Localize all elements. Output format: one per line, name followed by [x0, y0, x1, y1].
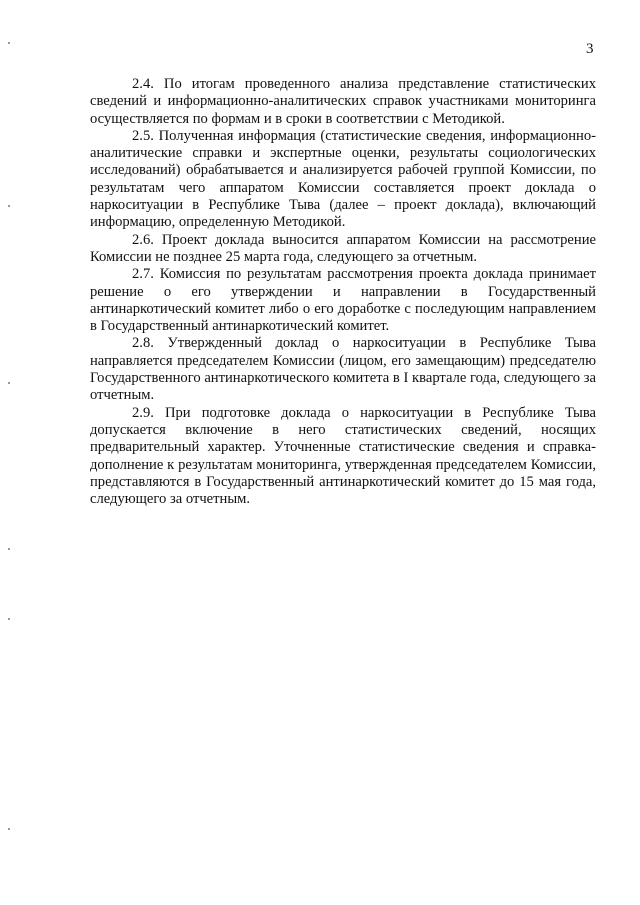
scan-speck	[8, 548, 10, 550]
paragraph-2-8: 2.8. Утвержденный доклад о наркоситуации в Республике Тыва направляется председателем Комиссии (лицом, его замещающим) председателю Государственного антинаркотического комитета в I квартале года, следующего за отчетным.	[90, 335, 596, 404]
paragraph-2-9: 2.9. При подготовке доклада о наркоситуации в Республике Тыва допускается включение в него статистических сведений, носящих предварительный характер. Уточненные статистические сведения и справка-дополнение к результатам мониторинга, утвержденная председателем Комиссии, представляются в Государственный антинаркотический комитет до 15 мая года, следующего за отчетным.	[90, 404, 596, 508]
paragraph-2-5: 2.5. Полученная информация (статистические сведения, информационно-аналитические справки и экспертные оценки, результаты социологических исследований) обрабатывается и анализируется рабочей группой Комиссии, по результатам чего аппаратом Комиссии составляется проект доклада о наркоситуации в Республике Тыва (далее – проект доклада), включающий информацию, определенную Методикой.	[90, 127, 596, 231]
scan-speck	[8, 42, 10, 44]
paragraph-2-6: 2.6. Проект доклада выносится аппаратом Комиссии на рассмотрение Комиссии не позднее 25 марта года, следующего за отчетным.	[90, 231, 596, 265]
scan-speck	[8, 382, 10, 384]
scan-speck	[8, 205, 10, 207]
paragraph-2-7: 2.7. Комиссия по результатам рассмотрения проекта доклада принимает решение о его утверждении и направлении в Государственный антинаркотический комитет либо о его доработке с последующим направлением в Государственный антинаркотический комитет.	[90, 266, 596, 335]
paragraph-2-4: 2.4. По итогам проведенного анализа представление статистических сведений и информационно-аналитических справок участниками мониторинга осуществляется по формам и в сроки в соответствии с Методикой.	[90, 76, 596, 127]
page-number: 3	[586, 41, 594, 57]
scan-speck	[8, 828, 10, 830]
scan-speck	[8, 618, 10, 620]
document-body	[90, 76, 596, 508]
